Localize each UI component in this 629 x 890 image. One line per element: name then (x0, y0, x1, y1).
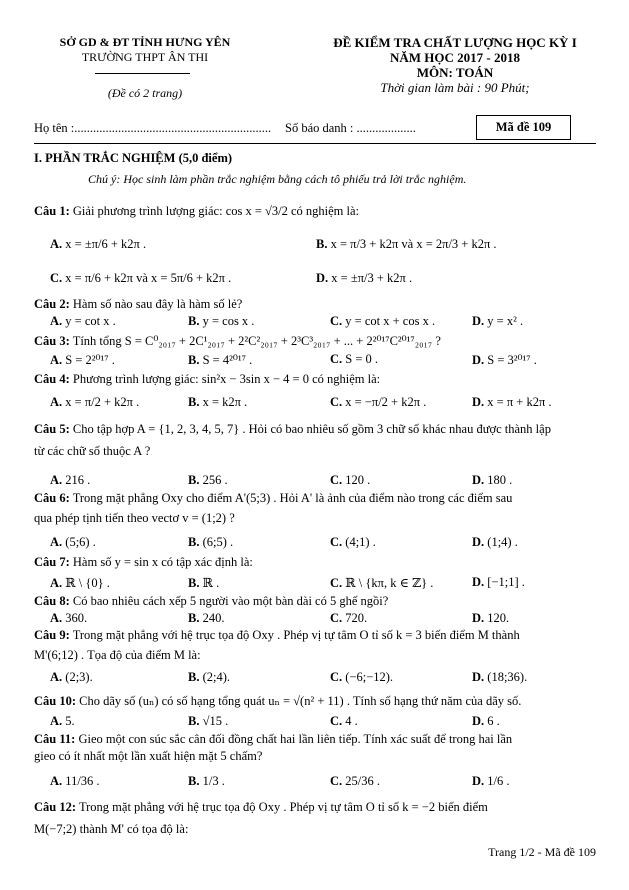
q8-option-d[interactable]: D. 120. (472, 611, 510, 625)
q10-option-b[interactable]: B. √15 . (188, 714, 229, 728)
q9-option-a[interactable]: A. (2;3). (50, 670, 93, 684)
q11-option-d[interactable]: D. 1/6 . (472, 774, 510, 788)
q2-option-b[interactable]: B. y = cos x . (188, 314, 255, 328)
q9-option-d[interactable]: D. (18;36). (472, 670, 528, 684)
section-note: Chú ý: Học sinh làm phần trắc nghiệm bằng cách tô phiếu trả lời trắc nghiệm. (88, 172, 467, 186)
q5-option-c[interactable]: C. 120 . (330, 473, 371, 487)
info-divider (34, 143, 596, 144)
q5-option-b[interactable]: B. 256 . (188, 473, 228, 487)
q4-option-c[interactable]: C. x = −π/2 + k2π . (330, 395, 427, 409)
header-divider (95, 73, 190, 74)
q8-option-a[interactable]: A. 360. (50, 611, 88, 625)
question-8: Câu 8: Có bao nhiêu cách xếp 5 người vào một bàn dài có 5 ghế ngồi? (34, 594, 389, 608)
q6-option-a[interactable]: A. (5;6) . (50, 535, 96, 549)
department: SỞ GD & ĐT TỈNH HƯNG YÊN (59, 35, 231, 49)
question-3: Câu 3: Tính tổng S = C⁰₂₀₁₇ + 2C¹₂₀₁₇ + 2²C²₂₀₁₇ + 2³C³₂₀₁₇ + ... + 2²⁰¹⁷C²⁰¹⁷₂₀₁₇ ? (34, 334, 441, 348)
question-5: Câu 5: Cho tập hợp A = {1, 2, 3, 4, 5, 7} . Hỏi có bao nhiêu số gồm 3 chữ số khác nhau được thành lập (34, 422, 551, 436)
q3-option-c[interactable]: C. S = 0 . (330, 352, 379, 366)
q3-option-b[interactable]: B. S = 4²⁰¹⁷ . (188, 353, 253, 367)
question-11-cont: gieo có ít nhất một lần xuất hiện mặt 5 chấm? (34, 749, 263, 763)
question-12-cont: M(−7;2) thành M' có tọa độ là: (34, 822, 189, 836)
q1-option-a[interactable]: A. x = ±π/6 + k2π . (50, 237, 147, 251)
pages-note: (Đề có 2 trang) (107, 86, 183, 100)
q4-option-b[interactable]: B. x = k2π . (188, 395, 248, 409)
school-year: NĂM HỌC 2017 - 2018 (390, 50, 520, 65)
question-4: Câu 4: Phương trình lượng giác: sin²x − 3sin x − 4 = 0 có nghiệm là: (34, 372, 381, 386)
section-title: I. PHẦN TRẮC NGHIỆM (5,0 điểm) (34, 151, 233, 165)
q11-option-c[interactable]: C. 25/36 . (330, 774, 381, 788)
q7-option-a[interactable]: A. ℝ \ {0} . (50, 576, 110, 590)
question-6-cont: qua phép tịnh tiến theo vectơ v = (1;2) ? (34, 511, 235, 525)
school-name: TRƯỜNG THPT ÂN THI (81, 50, 209, 64)
exam-code: Mã đề 109 (495, 120, 552, 134)
q8-option-c[interactable]: C. 720. (330, 611, 368, 625)
q7-option-b[interactable]: B. ℝ . (188, 576, 220, 590)
q11-option-b[interactable]: B. 1/3 . (188, 774, 225, 788)
question-5-cont: từ các chữ số thuộc A ? (34, 444, 151, 458)
question-2: Câu 2: Hàm số nào sau đây là hàm số lẻ? (34, 297, 243, 311)
q10-option-d[interactable]: D. 6 . (472, 714, 500, 728)
exam-title: ĐỀ KIỂM TRA CHẤT LƯỢNG HỌC KỲ I (333, 35, 577, 50)
subject: MÔN: TOÁN (416, 65, 494, 80)
q11-option-a[interactable]: A. 11/36 . (50, 774, 100, 788)
question-6: Câu 6: Trong mặt phẳng Oxy cho điểm A'(5;3) . Hỏi A' là ảnh của điểm nào trong các điểm sau (34, 491, 513, 505)
q2-option-a[interactable]: A. y = cot x . (50, 314, 116, 328)
q3-option-d[interactable]: D. S = 3²⁰¹⁷ . (472, 353, 537, 367)
q6-option-d[interactable]: D. (1;4) . (472, 535, 518, 549)
q5-option-a[interactable]: A. 216 . (50, 473, 91, 487)
question-1: Câu 1: Giải phương trình lượng giác: cos x = √3/2 có nghiệm là: (34, 204, 360, 218)
q10-option-c[interactable]: C. 4 . (330, 714, 358, 728)
question-9-cont: M'(6;12) . Tọa độ của điểm M là: (34, 648, 201, 662)
question-11: Câu 11: Gieo một con súc sắc cân đối đồng chất hai lần liên tiếp. Tính xác suất để trong hai lần (34, 732, 513, 746)
question-10: Câu 10: Cho dãy số (uₙ) có số hạng tổng quát uₙ = √(n² + 11) . Tính số hạng thứ năm của dãy số. (34, 694, 522, 708)
q1-option-c[interactable]: C. x = π/6 + k2π và x = 5π/6 + k2π . (50, 271, 232, 285)
question-9: Câu 9: Trong mặt phẳng với hệ trục tọa độ Oxy . Phép vị tự tâm O tỉ số k = 3 biến điểm M thành (34, 628, 520, 642)
question-12: Câu 12: Trong mặt phẳng với hệ trục tọa độ Oxy . Phép vị tự tâm O tỉ số k = −2 biến điểm (34, 800, 488, 814)
q6-option-b[interactable]: B. (6;5) . (188, 535, 234, 549)
q7-option-d[interactable]: D. [−1;1] . (472, 575, 525, 589)
q9-option-c[interactable]: C. (−6;−12). (330, 670, 394, 684)
q1-option-b[interactable]: B. x = π/3 + k2π và x = 2π/3 + k2π . (316, 237, 497, 251)
q2-option-c[interactable]: C. y = cot x + cos x . (330, 314, 436, 328)
page-footer: Trang 1/2 - Mã đề 109 (488, 845, 596, 859)
q10-option-a[interactable]: A. 5. (50, 714, 75, 728)
q3-option-a[interactable]: A. S = 2²⁰¹⁷ . (50, 353, 115, 367)
name-field-label: Họ tên :............................................................... (34, 121, 272, 135)
q4-option-a[interactable]: A. x = π/2 + k2π . (50, 395, 140, 409)
q2-option-d[interactable]: D. y = x² . (472, 314, 524, 328)
q6-option-c[interactable]: C. (4;1) . (330, 535, 376, 549)
q9-option-b[interactable]: B. (2;4). (188, 670, 231, 684)
q4-option-d[interactable]: D. x = π + k2π . (472, 395, 552, 409)
q1-option-d[interactable]: D. x = ±π/3 + k2π . (316, 271, 413, 285)
q7-option-c[interactable]: C. ℝ \ {kπ, k ∈ ℤ} . (330, 576, 434, 590)
exam-time: Thời gian làm bài : 90 Phút; (380, 80, 530, 95)
id-field-label: Số báo danh : ................... (285, 121, 416, 135)
question-7: Câu 7: Hàm số y = sin x có tập xác định là: (34, 555, 253, 569)
q8-option-b[interactable]: B. 240. (188, 611, 225, 625)
q5-option-d[interactable]: D. 180 . (472, 473, 513, 487)
exam-code-box (476, 115, 571, 140)
